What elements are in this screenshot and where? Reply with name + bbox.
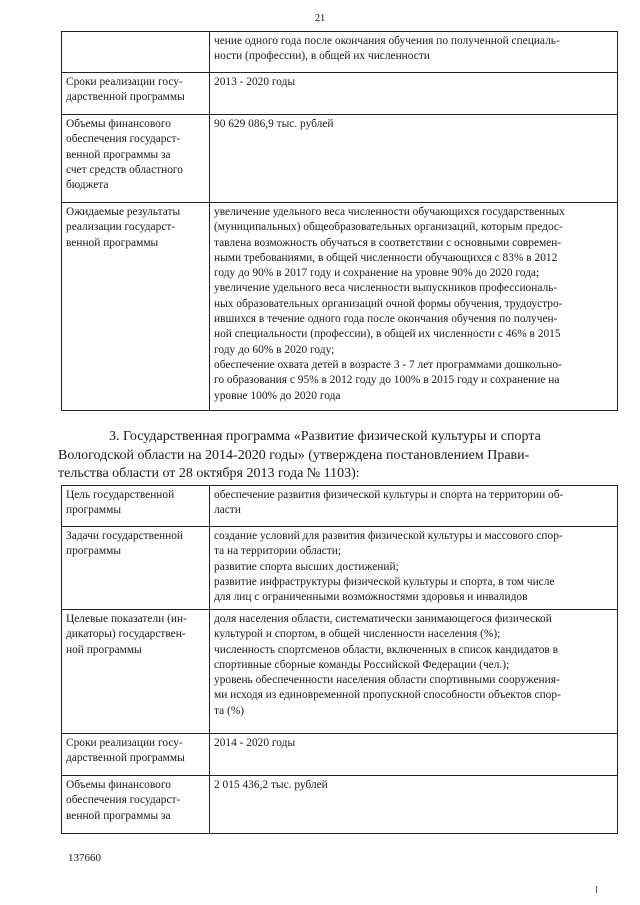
- text-line: венной программы за: [66, 148, 171, 161]
- text-line: ившихся в течение одного года после окончания обучения по получен-: [214, 313, 558, 326]
- text-line: спортивные сборные команды Российской Федерации (чел.);: [214, 658, 510, 671]
- text-line: та (%): [214, 704, 245, 717]
- table-row: [62, 32, 618, 73]
- text-line: культурой и спортом, в общей численности населения (%);: [214, 628, 501, 641]
- text-line: ной специальности (профессии), в общей их численности с 46% в 2015: [214, 328, 561, 341]
- text-line: Ожидаемые результаты: [66, 206, 181, 218]
- row-label: [62, 73, 210, 115]
- text-line: обеспечение охвата детей в возрасте 3 - 7 лет программами дошкольно-: [214, 358, 562, 371]
- text-line: для лиц с ограниченными возможностями здоровья и инвалидов: [214, 591, 528, 604]
- row-label: [62, 776, 210, 834]
- row-value: [210, 203, 618, 411]
- text-line: го образования с 95% в 2012 году до 100% в 2015 году и сохранение на: [214, 374, 560, 387]
- table-row: [62, 527, 618, 610]
- text-line: обеспечение развития физической культуры и спорта на территории об-: [214, 489, 564, 501]
- row-value: [210, 734, 618, 776]
- text-line: бюджета: [66, 179, 109, 192]
- row-label: [62, 486, 210, 527]
- text-line: уровень обеспеченности населения области спортивными сооружения-: [214, 674, 560, 687]
- text-line: создание условий для развития физической культуры и массового спор-: [214, 530, 563, 542]
- text-line: развитие инфраструктуры физической культуры и спорта, в том числе: [214, 575, 555, 588]
- passport-table-education: [61, 31, 618, 411]
- row-value: [210, 776, 618, 834]
- text-line: увеличение удельного веса численности обучающихся государственных: [214, 206, 565, 218]
- table-row: [62, 73, 618, 115]
- document-code: 137660: [68, 852, 101, 864]
- table-row: [62, 115, 618, 203]
- text-line: ми исходя из единовременной пропускной способности объектов спор-: [214, 689, 561, 702]
- row-label: [62, 527, 210, 610]
- text-line: обеспечения государст-: [66, 794, 181, 807]
- section-heading: [58, 428, 618, 484]
- text-line: уровне 100% до 2020 года: [214, 389, 341, 402]
- text-line: Сроки реализации госу-: [66, 737, 183, 749]
- table-row: [62, 486, 618, 527]
- row-label: [62, 610, 210, 734]
- text-line: чение одного года после окончания обучения по полученной специаль-: [214, 35, 560, 47]
- row-label: [62, 734, 210, 776]
- text-line: программы: [66, 545, 121, 558]
- text-line: доля населения области, систематически занимающегося физической: [214, 613, 552, 625]
- text-line: дарственной программы: [66, 91, 185, 104]
- row-label: [62, 115, 210, 203]
- text-line: Объемы финансового: [66, 779, 171, 791]
- text-line: Сроки реализации госу-: [66, 76, 183, 88]
- text-line: Задачи государственной: [66, 530, 184, 542]
- text-line: 2014 - 2020 годы: [214, 737, 296, 749]
- row-label: [62, 32, 210, 73]
- text-line: году до 90% в 2017 году и сохранение на уровне 90% до 2020 года;: [214, 267, 540, 280]
- text-line: (муниципальных) общеобразовательных организаций, которым предос-: [214, 221, 563, 234]
- table-row: [62, 776, 618, 834]
- table-row: [62, 610, 618, 734]
- text-line: реализации государст-: [66, 221, 176, 234]
- heading-line: тельства области от 28 октября 2013 года № 1103):: [58, 466, 360, 481]
- scan-mark: [596, 886, 597, 893]
- text-line: ласти: [214, 504, 241, 517]
- text-line: увеличение удельного веса численности выпускников профессиональ-: [214, 282, 558, 295]
- text-line: 2013 - 2020 годы: [214, 76, 296, 88]
- page-number: 21: [314, 13, 326, 24]
- text-line: венной программы за: [66, 809, 171, 822]
- text-line: обеспечения государст-: [66, 133, 181, 146]
- heading-line: 3. Государственная программа «Развитие физической культуры и спорта: [109, 429, 541, 444]
- row-value: [210, 610, 618, 734]
- text-line: ной программы: [66, 643, 142, 656]
- row-value: [210, 73, 618, 115]
- text-line: программы: [66, 504, 121, 517]
- text-line: тавлена возможность обучаться в соответствии с основными современ-: [214, 236, 562, 249]
- heading-line: Вологодской области на 2014-2020 годы» (утверждена постановлением Прави-: [58, 447, 530, 463]
- text-line: ности (профессии), в общей их численности: [214, 50, 430, 63]
- text-line: Целевые показатели (ин-: [66, 613, 187, 625]
- row-value: [210, 32, 618, 73]
- text-line: развитие спорта высших достижений;: [214, 560, 399, 573]
- text-line: Цель государственной: [66, 489, 175, 501]
- text-line: счет средств областного: [66, 163, 184, 176]
- row-label: [62, 203, 210, 411]
- text-line: та на территории области;: [214, 545, 342, 558]
- text-line: 2 015 436,2 тыс. рублей: [214, 779, 328, 791]
- text-line: 90 629 086,9 тыс. рублей: [214, 118, 334, 130]
- text-line: году до 60% в 2020 году;: [214, 343, 335, 356]
- row-value: [210, 527, 618, 610]
- text-line: венной программы: [66, 236, 159, 249]
- table-row: [62, 203, 618, 411]
- passport-table-sport: [61, 485, 618, 834]
- row-value: [210, 486, 618, 527]
- text-line: дикаторы) государствен-: [66, 628, 186, 641]
- text-line: численность спортсменов области, включенных в список кандидатов в: [214, 643, 559, 656]
- text-line: Объемы финансового: [66, 118, 171, 130]
- row-value: [210, 115, 618, 203]
- text-line: ными требованиями, в общей численности обучающихся с 83% в 2012: [214, 251, 558, 264]
- table-row: [62, 734, 618, 776]
- text-line: ных образовательных организаций очной формы обучения, трудоустро-: [214, 297, 563, 310]
- text-line: дарственной программы: [66, 752, 185, 765]
